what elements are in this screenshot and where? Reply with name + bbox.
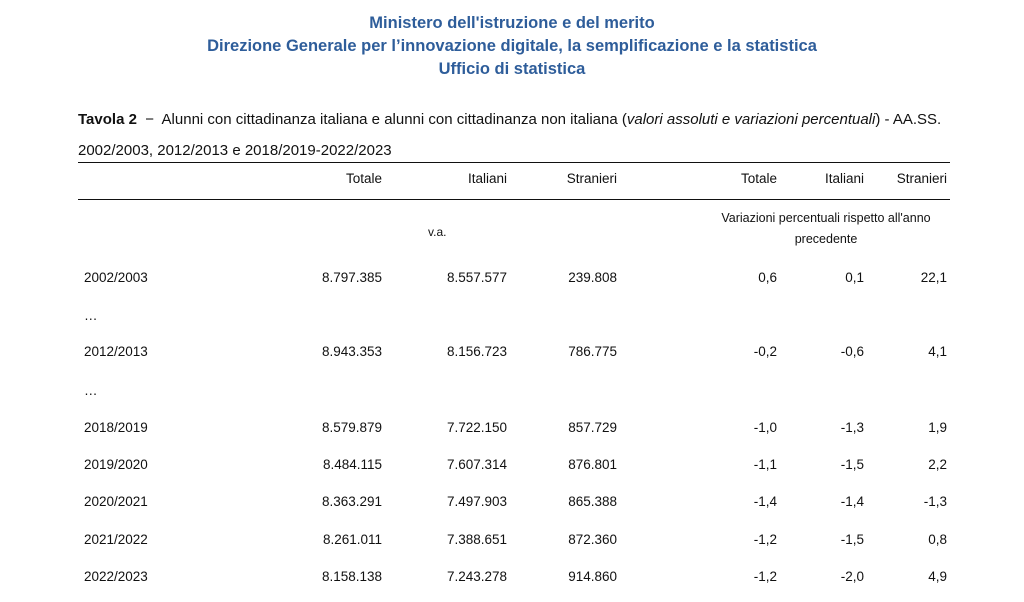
table-cell: 0,8 xyxy=(928,532,947,547)
table-cell: -1,4 xyxy=(753,494,777,509)
row-year: 2012/2013 xyxy=(84,344,148,359)
header-var-italiani: Italiani xyxy=(824,171,864,186)
table-cell: 1,9 xyxy=(928,420,947,435)
table-cell: -0,2 xyxy=(753,344,777,359)
table-cell: 0,6 xyxy=(758,270,777,285)
header-stranieri: Stranieri xyxy=(566,171,617,186)
row-year: 2018/2019 xyxy=(84,420,148,435)
table-cell: 4,1 xyxy=(928,344,947,359)
table-cell: 7.607.314 xyxy=(446,457,507,472)
header-bottom-rule xyxy=(78,199,950,200)
row-year: … xyxy=(84,308,98,323)
table-number: Tavola 2 xyxy=(78,111,137,128)
table-cell: 865.388 xyxy=(568,494,617,509)
table-cell: 8.943.353 xyxy=(321,344,382,359)
row-year: 2019/2020 xyxy=(84,457,148,472)
table-cell: 239.808 xyxy=(568,270,617,285)
table-cell: 7.497.903 xyxy=(446,494,507,509)
table-cell: 7.388.651 xyxy=(446,532,507,547)
header-var-stranieri: Stranieri xyxy=(896,171,947,186)
document-header xyxy=(0,12,1024,81)
table-cell: -1,1 xyxy=(753,457,777,472)
table-cell: 7.243.278 xyxy=(446,569,507,584)
row-year: 2021/2022 xyxy=(84,532,148,547)
caption-italic-text: valori assoluti e variazioni percentuali xyxy=(626,111,876,128)
table-cell: -1,5 xyxy=(840,457,864,472)
table-cell: -1,2 xyxy=(753,569,777,584)
table-cell: -0,6 xyxy=(840,344,864,359)
row-year: … xyxy=(84,383,98,398)
table-cell: 786.775 xyxy=(568,344,617,359)
caption-tail-text: ) - AA.SS. 2002/2003, 2012/2013 e 2018/2019-2022/2023 xyxy=(78,111,942,159)
table-cell: 857.729 xyxy=(568,420,617,435)
table-cell: 7.722.150 xyxy=(446,420,507,435)
header-totale: Totale xyxy=(345,171,382,186)
table-cell: 8.557.577 xyxy=(446,270,507,285)
table-cell: -1,3 xyxy=(840,420,864,435)
header-italiani: Italiani xyxy=(467,171,507,186)
row-year: 2020/2021 xyxy=(84,494,148,509)
table-cell: 8.579.879 xyxy=(321,420,382,435)
table-cell: 914.860 xyxy=(568,569,617,584)
table-cell: 2,2 xyxy=(928,457,947,472)
header-var-totale: Totale xyxy=(740,171,777,186)
table-cell: 8.261.011 xyxy=(322,532,382,547)
table-caption xyxy=(78,104,948,166)
table-cell: 8.797.385 xyxy=(321,270,382,285)
directorate-title: Direzione Generale per l’innovazione digitale, la semplificazione e la statistica xyxy=(207,37,817,55)
table-cell: 0,1 xyxy=(845,270,864,285)
table-cell: -1,3 xyxy=(923,494,947,509)
table-cell: -1,5 xyxy=(840,532,864,547)
caption-text: Alunni con cittadinanza italiana e alunni con cittadinanza non italiana ( xyxy=(161,111,627,128)
table-cell: 8.484.115 xyxy=(322,457,382,472)
row-year: 2022/2023 xyxy=(84,569,148,584)
office-title: Ufficio di statistica xyxy=(438,60,586,78)
caption-dash: − xyxy=(145,111,155,128)
percent-variation-label: Variazioni percentuali rispetto all'anno precedente xyxy=(721,211,931,246)
table-cell: 876.801 xyxy=(568,457,617,472)
table-cell: -1,0 xyxy=(753,420,777,435)
absolute-values-label: v.a. xyxy=(428,225,447,239)
ministry-title: Ministero dell'istruzione e del merito xyxy=(369,14,655,32)
table-cell: 8.156.723 xyxy=(446,344,507,359)
table-cell: 8.363.291 xyxy=(321,494,382,509)
table-cell: 872.360 xyxy=(568,532,617,547)
row-year: 2002/2003 xyxy=(84,270,148,285)
table-cell: -1,4 xyxy=(840,494,864,509)
table-cell: -1,2 xyxy=(753,532,777,547)
table-cell: -2,0 xyxy=(840,569,864,584)
table-cell: 4,9 xyxy=(928,569,947,584)
table-top-rule xyxy=(78,162,950,163)
table-cell: 22,1 xyxy=(920,270,947,285)
table-cell: 8.158.138 xyxy=(321,569,382,584)
